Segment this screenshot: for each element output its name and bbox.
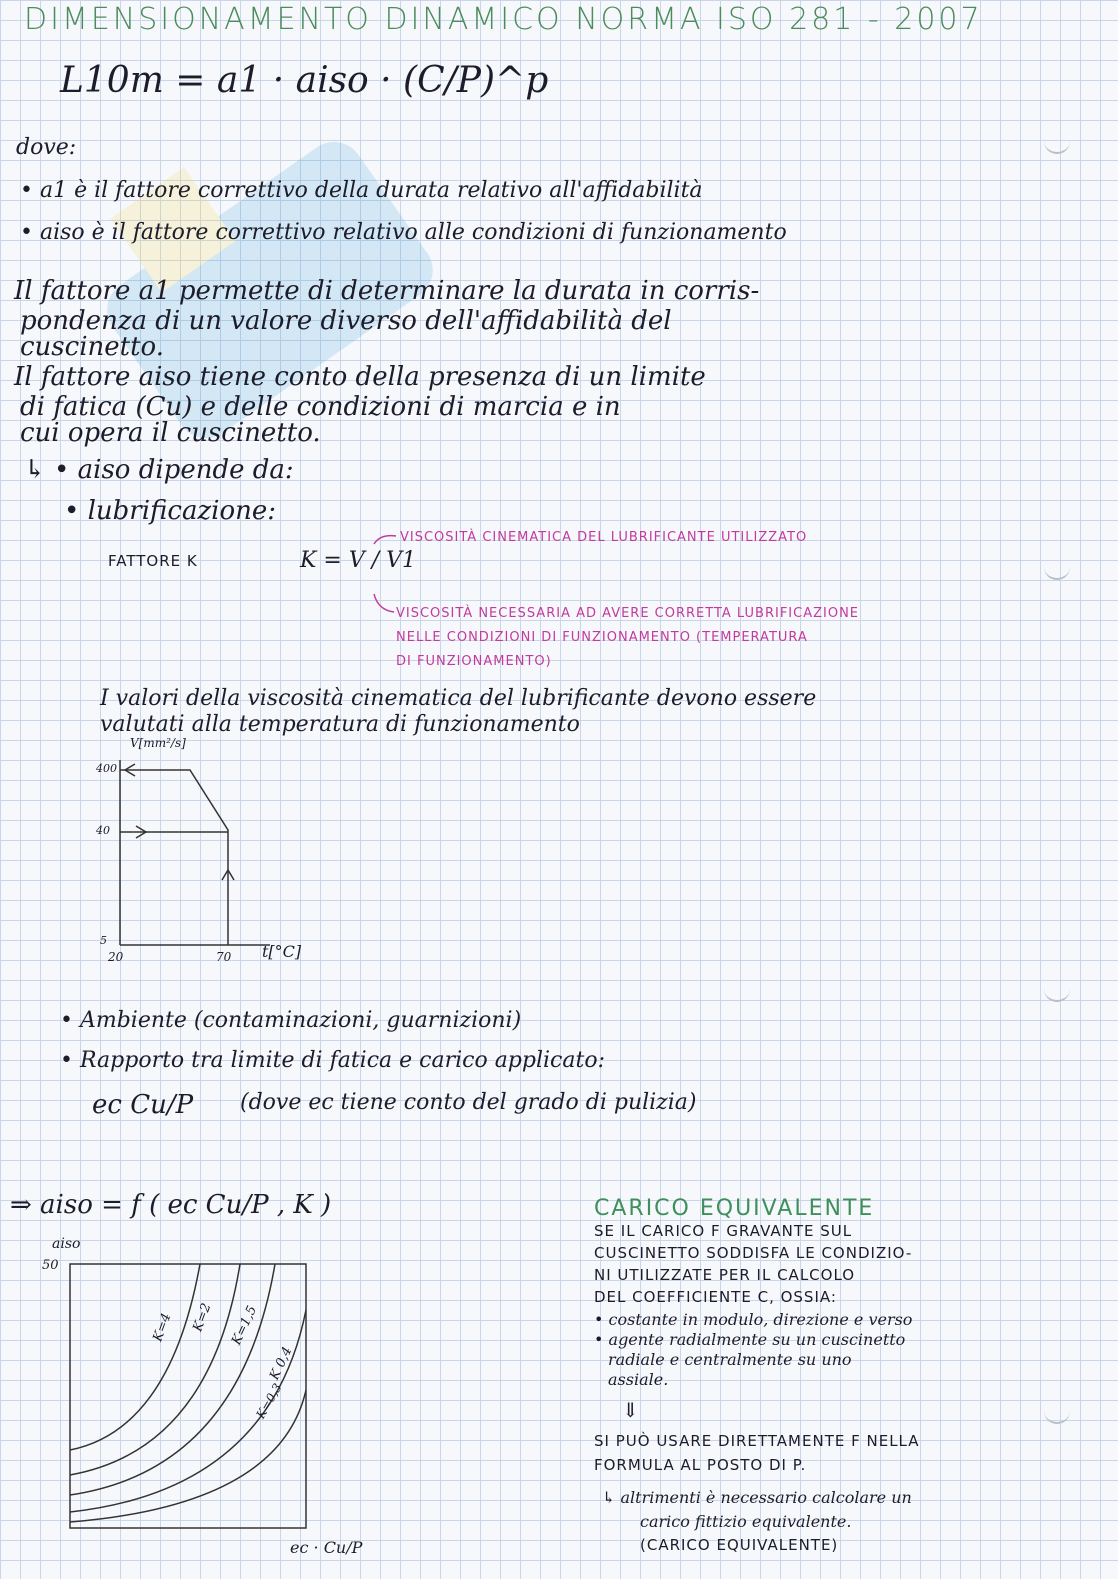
carico-line: DEL COEFFICIENTE C, OSSIA:	[594, 1288, 837, 1306]
carico-otherwise: (CARICO EQUIVALENTE)	[640, 1536, 839, 1554]
carico-title: CARICO EQUIVALENTE	[594, 1196, 875, 1221]
carico-bullet: radiale e centralmente su uno	[608, 1350, 852, 1369]
binder-hole	[1044, 1410, 1070, 1424]
aiso-chart	[60, 1250, 320, 1540]
viscosity-note-line: I valori della viscosità cinematica del lubrificante devono essere	[100, 686, 817, 711]
carico-otherwise: ↳ altrimenti è necessario calcolare un	[602, 1488, 912, 1507]
aiso-curve-label: K=4	[150, 1311, 175, 1344]
binder-hole	[1044, 566, 1070, 580]
para-a1-line: Il fattore a1 permette di determinare la durata in corris-	[14, 276, 760, 306]
carico-line: CUSCINETTO SODDISFA LE CONDIZIO-	[594, 1244, 913, 1262]
binder-hole	[1044, 988, 1070, 1002]
carico-bullet: • agente radialmente su un cuscinetto	[594, 1330, 906, 1349]
visc-ytick: 400	[96, 762, 117, 775]
visc-xlabel: t[°C]	[262, 942, 302, 961]
carico-bullet: assiale.	[608, 1370, 669, 1389]
factor-k-label: FATTORE K	[108, 552, 198, 570]
aiso-curve-label: K 0,4	[267, 1344, 296, 1383]
environment-item: • Ambiente (contaminazioni, guarnizioni)	[60, 1008, 522, 1033]
life-formula: L10m = a1 · aiso · (C/P)^p	[60, 60, 549, 101]
dove-label: dove:	[16, 135, 77, 160]
carico-otherwise: carico fittizio equivalente.	[640, 1512, 852, 1531]
aiso-xlabel: ec · Cu/P	[290, 1538, 363, 1557]
visc-xtick: 70	[216, 950, 232, 964]
page-title: DIMENSIONAMENTO DINAMICO NORMA ISO 281 - 2007	[24, 2, 983, 37]
ec-note: (dove ec tiene conto del grado di pulizia)	[240, 1090, 697, 1115]
depends-label: ↳ • aiso dipende da:	[24, 455, 294, 485]
note-v: VISCOSITÀ CINEMATICA DEL LUBRIFICANTE UTILIZZATO	[400, 530, 808, 545]
aiso-curve-label: K=2	[190, 1301, 215, 1334]
ratio-item: • Rapporto tra limite di fatica e carico applicato:	[60, 1048, 605, 1073]
k-arrows	[370, 530, 410, 620]
ec-expression: ec Cu/P	[92, 1090, 194, 1120]
para-aiso-line: di fatica (Cu) e delle condizioni di marcia e in	[20, 392, 621, 422]
carico-conclusion: FORMULA AL POSTO DI P.	[594, 1456, 807, 1474]
aiso-ylabel: aiso	[52, 1236, 81, 1252]
note-v1-line: VISCOSITÀ NECESSARIA AD AVERE CORRETTA LUBRIFICAZIONE	[396, 606, 860, 621]
note-v1-line: NELLE CONDIZIONI DI FUNZIONAMENTO (TEMPERATURA	[396, 630, 808, 645]
aiso-curve-label: K=1,5	[229, 1303, 261, 1348]
visc-ylabel: V[mm²/s]	[130, 736, 186, 750]
para-aiso-line: Il fattore aiso tiene conto della presenza di un limite	[14, 362, 706, 392]
para-a1-line: pondenza di un valore diverso dell'affidabilità del	[20, 306, 672, 336]
carico-line: SE IL CARICO F GRAVANTE SUL	[594, 1222, 853, 1240]
visc-xtick: 20	[108, 950, 124, 964]
aiso-curve-label: K=0,3	[253, 1380, 285, 1422]
viscosity-note-line: valutati alla temperatura di funzionamento	[100, 712, 580, 737]
note-v1-line: DI FUNZIONAMENTO)	[396, 654, 552, 669]
down-arrow: ⇓	[622, 1398, 639, 1422]
bullet-aiso: • aiso è il fattore correttivo relativo alle condizioni di funzionamento	[20, 220, 787, 245]
aiso-function: ⇒ aiso = f ( ec Cu/P , K )	[10, 1190, 332, 1220]
viscosity-chart	[90, 740, 330, 970]
visc-ytick: 5	[100, 934, 107, 947]
binder-hole	[1044, 140, 1070, 154]
visc-ytick: 40	[96, 824, 110, 837]
para-aiso-line: cui opera il cuscinetto.	[20, 418, 321, 448]
carico-bullet: • costante in modulo, direzione e verso	[594, 1310, 913, 1329]
lubrication-label: • lubrificazione:	[64, 496, 277, 526]
carico-conclusion: SI PUÒ USARE DIRETTAMENTE F NELLA	[594, 1432, 920, 1450]
factor-k-formula: K = V / V1	[300, 548, 417, 573]
bullet-a1: • a1 è il fattore correttivo della durata relativo all'affidabilità	[20, 178, 703, 203]
carico-line: NI UTILIZZATE PER IL CALCOLO	[594, 1266, 856, 1284]
para-a1-line: cuscinetto.	[20, 332, 165, 362]
aiso-ytick: 50	[42, 1258, 59, 1273]
